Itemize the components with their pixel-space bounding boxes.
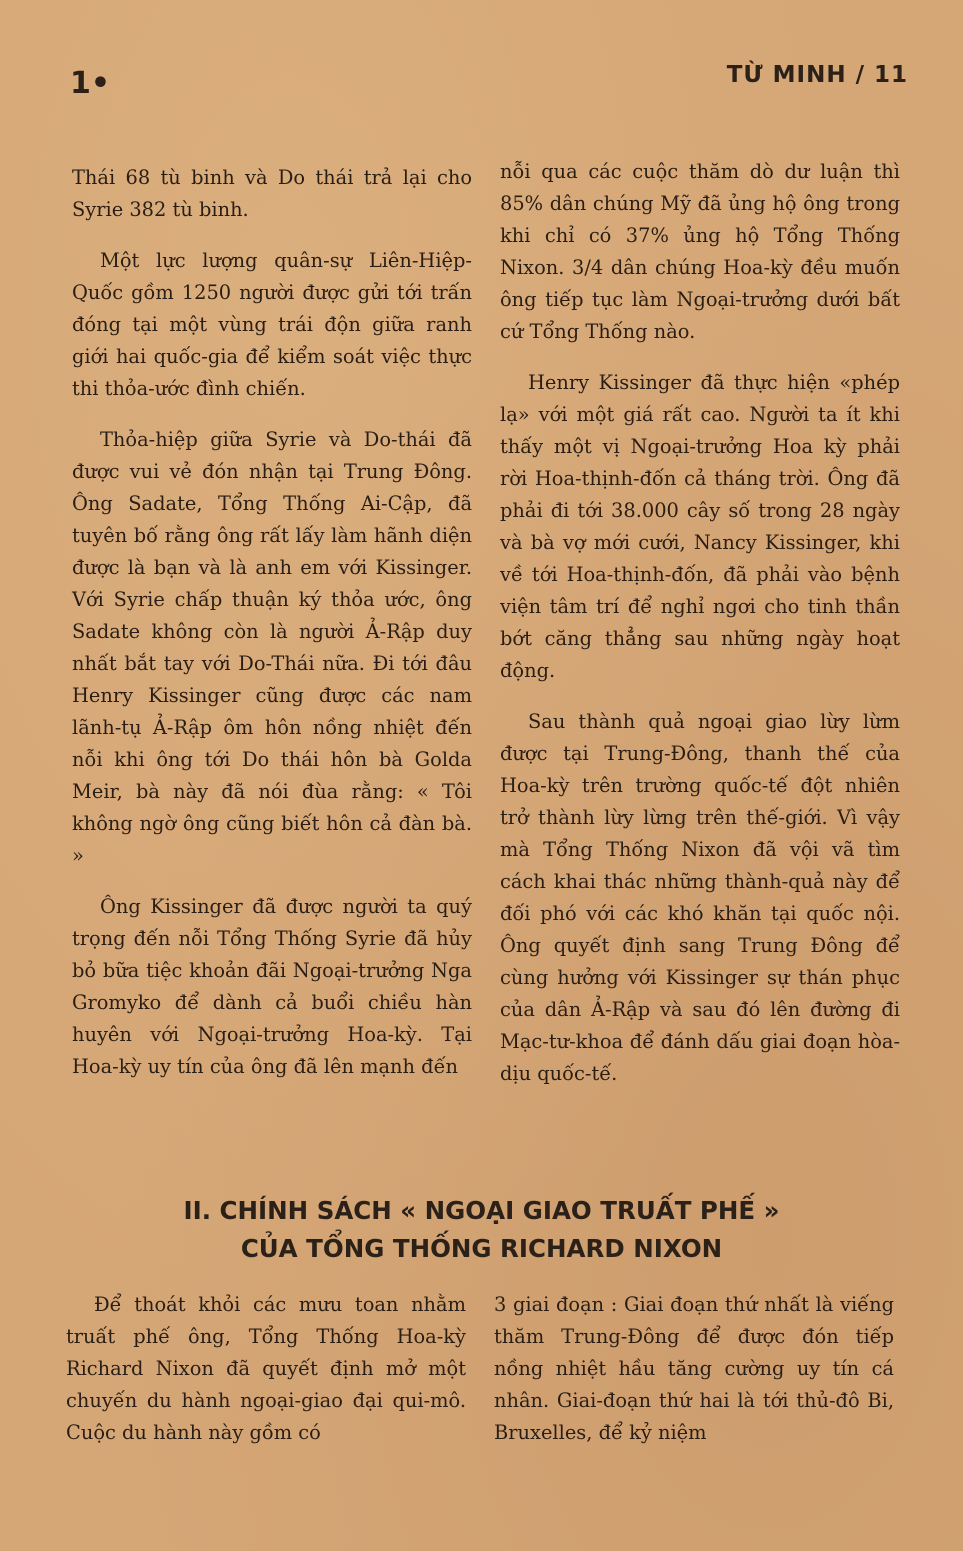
page-marker: 1•: [70, 66, 111, 101]
section-right-column: [494, 1289, 894, 1449]
right-column: [500, 156, 900, 1090]
paragraph: Thái 68 tù binh và Do thái trả lại cho Syrie 382 tù binh.: [72, 166, 472, 221]
paragraph: 3 giai đoạn : Giai đoạn thứ nhất là viếng thăm Trung-Đông để được đón tiếp nồng nhiệt hầu tăng cường uy tín cá nhân. Giai-đoạn thứ hai là tới thủ-đô Bi, Bruxelles, để kỷ niệm: [494, 1293, 894, 1444]
paragraph: Sau thành quả ngoại giao lừy lừm được tại Trung-Đông, thanh thế của Hoa-kỳ trên trường quốc-tế đột nhiên trở thành lừy lừng trên thế-giới. Vì vậy mà Tổng Thống Nixon đã vội vã tìm cách khai thác những thành-quả này để đối phó với các khó khăn tại quốc nội. Ông quyết định sang Trung Đông để cùng hưởng với Kissinger sự thán phục của dân Ả-Rập và sau đó lên đường đi Mạc-tư-khoa để đánh dấu giai đoạn hòa-dịu quốc-tế.: [500, 710, 900, 1085]
paragraph: Henry Kissinger đã thực hiện «phép lạ» với một giá rất cao. Người ta ít khi thấy một vị Ngoại-trưởng Hoa kỳ phải rời Hoa-thịnh-đốn cả tháng trời. Ông đã phải đi tới 38.000 cây số trong 28 ngày và bà vợ mới cưới, Nancy Kissinger, khi về tới Hoa-thịnh-đốn, đã phải vào bệnh viện tâm trí để nghỉ ngơi cho tinh thần bớt căng thẳng sau những ngày hoạt động.: [500, 371, 900, 682]
paragraph: Một lực lượng quân-sự Liên-Hiệp-Quốc gồm 1250 người được gửi tới trấn đóng tại một vùng trái độn giữa ranh giới hai quốc-gia để kiểm soát việc thực thi thỏa-ước đình chiến.: [72, 249, 472, 400]
section-left-column: [66, 1289, 466, 1449]
paragraph: Để thoát khỏi các mưu toan nhằm truất phế ông, Tổng Thống Hoa-kỳ Richard Nixon đã quyết định mở một chuyến du hành ngoại-giao đại qui-mô. Cuộc du hành này gồm có: [66, 1293, 466, 1444]
section-heading: [0, 1192, 963, 1268]
paragraph: nỗi qua các cuộc thăm dò dư luận thì 85% dân chúng Mỹ đã ủng hộ ông trong khi chỉ có 37% ủng hộ Tổng Thống Nixon. 3/4 dân chúng Hoa-kỳ đều muốn ông tiếp tục làm Ngoại-trưởng dưới bất cứ Tổng Thống nào.: [500, 160, 900, 343]
left-column: [72, 162, 472, 1083]
section-heading-line-2: CỦA TỔNG THỐNG RICHARD NIXON: [240, 1234, 723, 1263]
section-heading-line-1: II. CHÍNH SÁCH « NGOẠI GIAO TRUẤT PHẾ »: [183, 1196, 780, 1225]
running-title: TỪ MINH / 11: [726, 62, 908, 88]
paragraph: Thỏa-hiệp giữa Syrie và Do-thái đã được vui vẻ đón nhận tại Trung Đông. Ông Sadate, Tổng Thống Ai-Cập, đã tuyên bố rằng ông rất lấy làm hãnh diện được là bạn và là anh em với Kissinger. Với Syrie chấp thuận ký thỏa ước, ông Sadate không còn là người Ả-Rập duy nhất bắt tay với Do-Thái nữa. Đi tới đâu Henry Kissinger cũng được các nam lãnh-tụ Ả-Rập ôm hôn nồng nhiệt đến nỗi khi ông tới Do thái hôn bà Golda Meir, bà này đã nói đùa rằng: « Tôi không ngờ ông cũng biết hôn cả đàn bà. »: [72, 428, 472, 867]
paragraph: Ông Kissinger đã được người ta quý trọng đến nỗi Tổng Thống Syrie đã hủy bỏ bữa tiệc khoản đãi Ngoại-trưởng Nga Gromyko để dành cả buổi chiều hàn huyên với Ngoại-trưởng Hoa-kỳ. Tại Hoa-kỳ uy tín của ông đã lên mạnh đến: [72, 895, 472, 1078]
